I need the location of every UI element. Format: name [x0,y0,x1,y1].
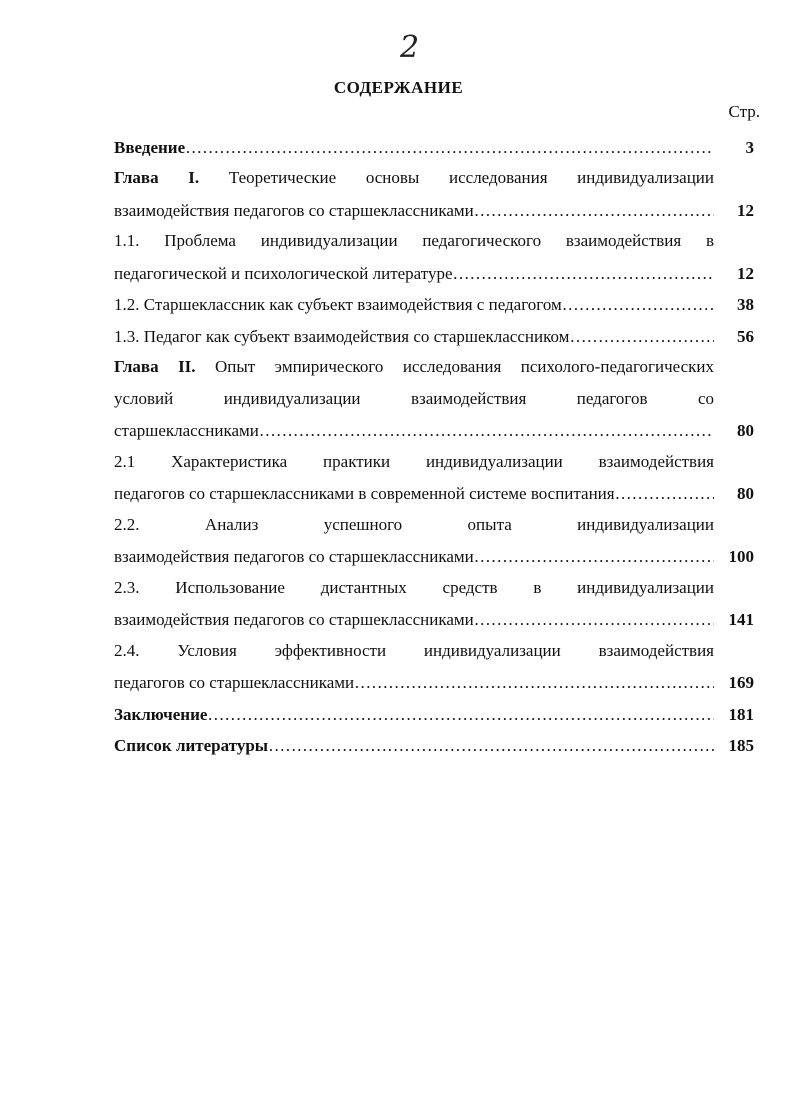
toc-entry-1-2[interactable] [114,284,754,316]
toc-entry-line: старшеклассниками [114,421,259,440]
toc-entry-line: педагогов со старшеклассниками [114,673,355,692]
toc-entry-2-1-cont[interactable] [114,473,754,505]
page-title: СОДЕРЖАНИЕ [333,78,464,97]
toc-entry-chapter-2[interactable] [114,347,754,379]
toc-chapter-prefix: Глава I. [114,168,200,187]
toc-entry-chapter-2-cont2[interactable] [114,410,754,442]
toc-entry-1-3[interactable] [114,315,754,347]
toc-page-number: 169 [728,673,754,692]
toc-entry-line: взаимодействия педагогов со старшеклассниками [114,547,474,566]
toc-entry-line: 1.1. Проблема индивидуализации педагогического взаимодействия в [114,231,714,250]
toc-entry-label: Список литературы [114,736,269,755]
toc-page-number: 100 [728,547,754,566]
toc-entry-label: Заключение [114,704,208,724]
toc-entry-conclusion[interactable] [114,693,754,725]
toc-entry-label: 1.2. Старшеклассник как субъект взаимодействия с педагогом [114,295,562,314]
toc-chapter-prefix: Глава II. [114,357,196,376]
page-column-header: Стр. [728,102,760,121]
toc-page-number: 185 [728,736,754,755]
toc-entry-label: Введение [114,137,186,157]
toc-entry-line: 2.2. Анализ успешного опыта индивидуализации [114,514,714,534]
toc-entry-2-2-cont[interactable] [114,536,754,568]
toc-page-number: 12 [737,263,754,283]
toc-entry-references[interactable] [114,725,754,757]
toc-entry-chapter-1[interactable] [114,158,754,190]
toc-entry-line: 2.1 Характеристика практики индивидуализации взаимодействия [114,451,714,471]
toc-entry-chapter-1-cont[interactable] [114,189,754,221]
toc-page-number: 141 [728,610,754,629]
toc-page-number: 38 [737,295,754,314]
toc-page-number: 12 [737,200,754,220]
toc-entry-line: взаимодействия педагогов со старшеклассниками [114,200,474,220]
handwritten-page-number: 2 [400,30,420,65]
toc-entry-1-1[interactable] [114,221,754,253]
toc-page-number: 3 [745,137,754,157]
toc-entry-line: Опыт эмпирического исследования психолого-педагогических [215,357,714,376]
toc-entry-line: 2.4. Условия эффективности индивидуализации взаимодействия [114,640,714,660]
toc-entry-line: условий индивидуализации взаимодействия педагогов со [114,388,714,408]
toc-entry-2-3-cont[interactable] [114,599,754,631]
toc-entry-2-4[interactable] [114,630,754,662]
toc-entry-1-1-cont[interactable] [114,252,754,284]
toc-entry-line: взаимодействия педагогов со старшеклассниками [114,610,474,629]
toc-page-number: 80 [737,484,754,503]
toc-page-number: 181 [728,704,754,724]
toc-entry-line: 2.3. Использование дистантных средств в индивидуализации [114,577,714,597]
toc-page-number: 80 [737,421,754,440]
toc-entry-2-4-cont[interactable] [114,662,754,694]
toc-entry-line: педагогической и психологической литературе [114,263,453,283]
toc-entry-introduction[interactable] [114,126,754,158]
toc-entry-label: 1.3. Педагог как субъект взаимодействия со старшеклассником [114,326,570,346]
toc-entry-2-1[interactable] [114,441,754,473]
toc-page-number: 56 [737,326,754,346]
table-of-contents [114,126,754,756]
toc-entry-2-2[interactable] [114,504,754,536]
toc-entry-chapter-2-cont[interactable] [114,378,754,410]
toc-entry-line: Теоретические основы исследования индивидуализации [228,168,714,187]
toc-entry-line: педагогов со старшеклассниками в современной системе воспитания [114,484,615,503]
toc-entry-2-3[interactable] [114,567,754,599]
